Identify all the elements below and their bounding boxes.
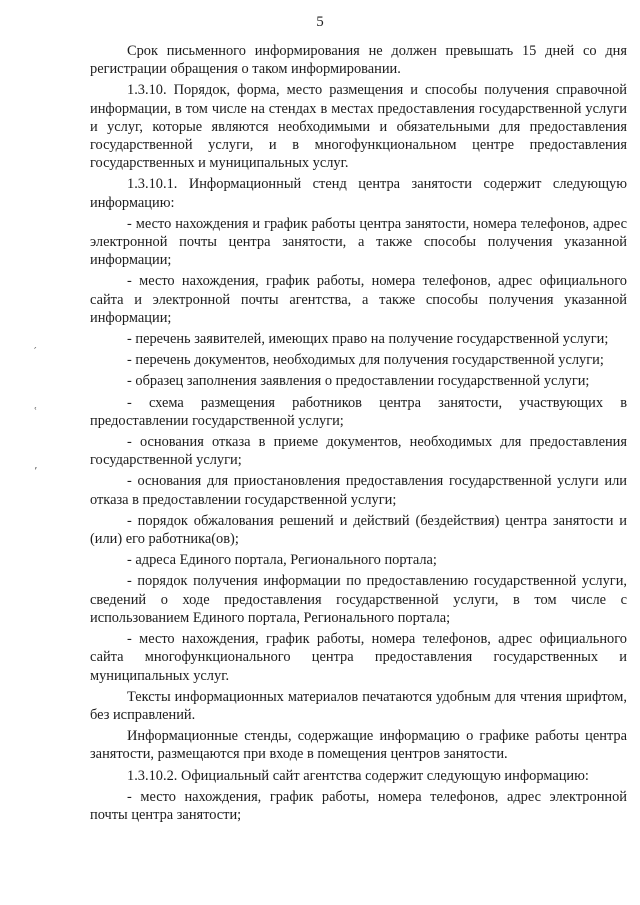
paragraph: - порядок получения информации по предоставлению государственной услуги, сведений о ходе предоставления государственной услуги, в том числе с использованием Единого портала, Регионального портала; [90, 573, 627, 626]
paragraph: - место нахождения, график работы, номера телефонов, адрес официального сайта многофункционального центра предоставления государственных и муниципальных услуг. [90, 631, 627, 684]
paragraph: 1.3.10.1. Информационный стенд центра занятости содержит следующую информацию: [90, 176, 627, 211]
margin-mark: ′ [34, 345, 37, 358]
margin-mark: ʿ [34, 405, 38, 418]
paragraph: - порядок обжалования решений и действий (бездействия) центра занятости и (или) его работника(ов); [90, 512, 627, 548]
paragraph: - перечень заявителей, имеющих право на получение государственной услуги; [127, 331, 609, 348]
paragraph: - адреса Единого портала, Регионального портала; [127, 552, 437, 569]
paragraph: 1.3.10.2. Официальный сайт агентства содержит следующую информацию: [127, 767, 589, 784]
paragraph: - место нахождения, график работы, номера телефонов, адрес электронной почты центра занятости; [90, 788, 627, 823]
page-number: 5 [316, 14, 324, 30]
document-body [90, 42, 627, 827]
paragraph: - образец заполнения заявления о предоставлении государственной услуги; [127, 373, 590, 390]
paragraph: 1.3.10. Порядок, форма, место размещения и способы получения справочной информации, в том числе на стендах в местах предоставления государственной услуги и услуг, которые являются необходимыми и обязательными для предоставления государственной услуги, и в многофункциональном центре предоставления государственных и муниципальных услуг. [90, 82, 627, 172]
paragraph: - основания отказа в приеме документов, необходимых для предоставления государственной услуги; [90, 434, 627, 469]
margin-mark: ’ [34, 465, 38, 478]
paragraph: Информационные стенды, содержащие информацию о графике работы центра занятости, размещаются при входе в помещения центров занятости. [90, 728, 627, 763]
paragraph: - основания для приостановления предоставления государственной услуги или отказа в предоставлении государственной услуги; [90, 473, 627, 508]
paragraph: Тексты информационных материалов печатаются удобным для чтения шрифтом, без исправлений. [90, 688, 627, 723]
paragraph: - место нахождения, график работы, номера телефонов, адрес официального сайта и электронной почты агентства, а также способы получения указанной информации; [90, 273, 627, 326]
paragraph: Срок письменного информирования не должен превышать 15 дней со дня регистрации обращения о таком информировании. [90, 43, 627, 78]
paragraph: - перечень документов, необходимых для получения государственной услуги; [127, 352, 604, 369]
paragraph: - схема размещения работников центра занятости, участвующих в предоставлении государственной услуги; [90, 394, 627, 429]
paragraph: - место нахождения и график работы центра занятости, номера телефонов, адрес электронной почты центра занятости, а также способы получения указанной информации; [90, 215, 627, 269]
